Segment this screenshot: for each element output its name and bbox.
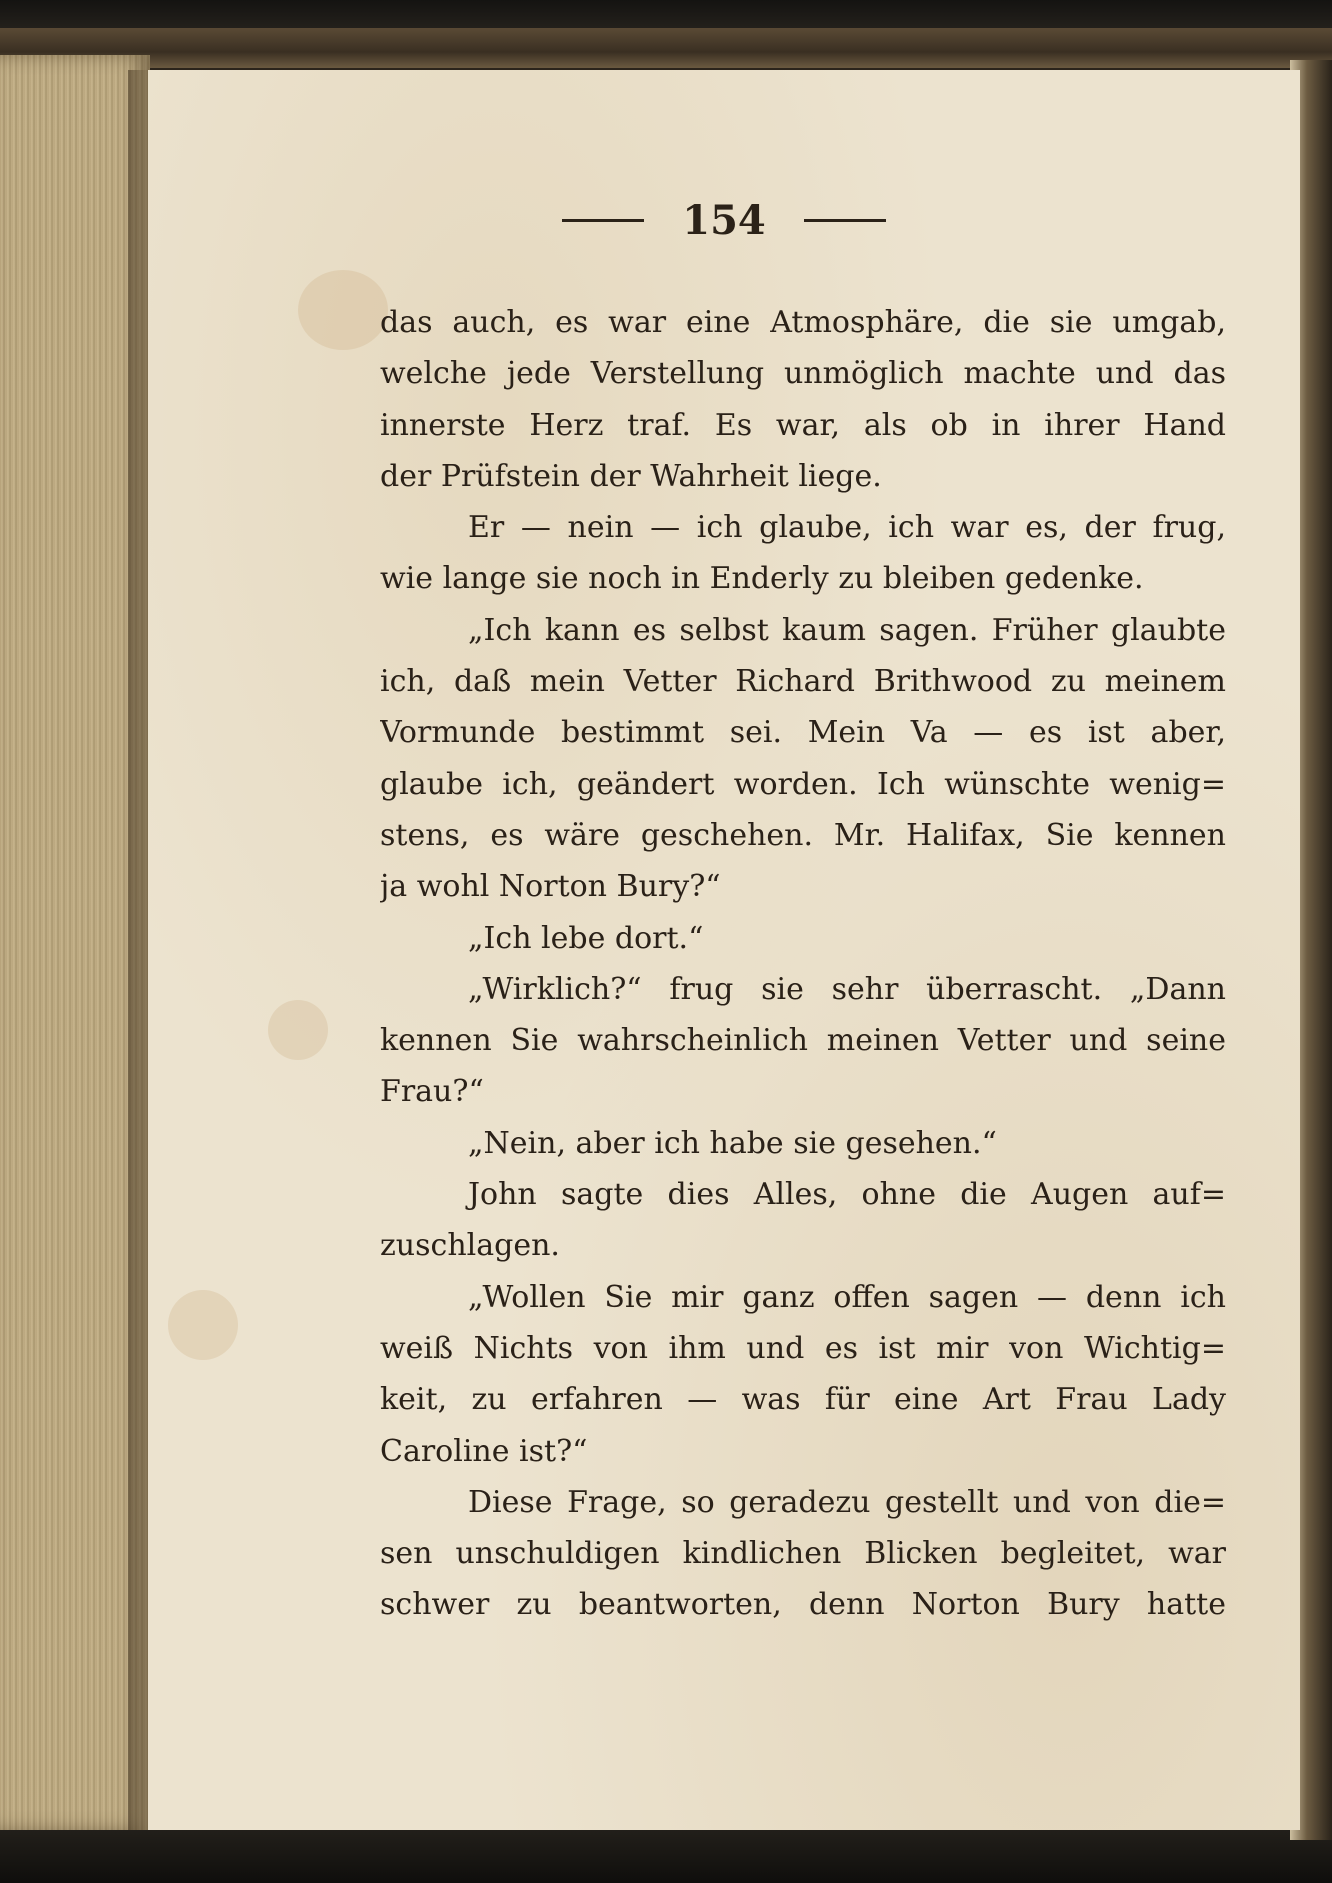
text-line: Er — nein — ich glaube, ich war es, der frug, [468,510,1226,546]
text-line: welche jede Verstellung unmöglich machte und das [380,356,1226,392]
book-binding [0,28,1332,70]
text-line: stens, es wäre geschehen. Mr. Halifax, Sie kennen [380,817,1226,853]
text-line: innerste Herz traf. Es war, als ob in ihrer Hand [380,407,1226,443]
text-line: wie lange sie noch in Enderly zu bleiben gedenke. [380,561,1144,597]
header-rule-right [804,219,886,222]
text-line: schwer zu beantworten, denn Norton Bury hatte [380,1587,1226,1623]
paper-stain [298,270,388,350]
text-line: „Wirklich?“ frug sie sehr überrascht. „Dann [468,971,1226,1007]
paper-stain [268,1000,328,1060]
text-line: ja wohl Norton Bury?“ [380,869,721,905]
text-line: Frau?“ [380,1074,484,1110]
page-number: 154 [682,196,766,244]
text-line: „Ich lebe dort.“ [468,920,704,956]
text-line: glaube ich, geändert worden. Ich wünschte wenig= [380,766,1226,802]
paper-stain [168,1290,238,1360]
text-line: John sagte dies Alles, ohne die Augen auf= [468,1177,1226,1213]
text-line: sen unschuldigen kindlichen Blicken begleitet, war [380,1536,1226,1572]
text-line: keit, zu erfahren — was für eine Art Frau Lady [380,1382,1226,1418]
backdrop-bottom [0,1830,1332,1883]
text-line: weiß Nichts von ihm und es ist mir von Wichtig= [380,1330,1226,1366]
text-line: „Nein, aber ich habe sie gesehen.“ [468,1125,997,1161]
page-header [148,190,1300,250]
text-line: „Wollen Sie mir ganz offen sagen — denn ich [468,1279,1226,1315]
text-line: Vormunde bestimmt sei. Mein Va — es ist aber, [380,715,1226,751]
text-line: das auch, es war eine Atmosphäre, die sie umgab, [380,305,1226,340]
text-line: Diese Frage, so geradezu gestellt und von die= [468,1484,1226,1520]
text-line: zuschlagen. [380,1228,560,1264]
text-line: „Ich kann es selbst kaum sagen. Früher glaubte [468,612,1226,648]
text-line: der Prüfstein der Wahrheit liege. [380,458,882,494]
gutter-shadow [128,70,150,1830]
text-line: Caroline ist?“ [380,1433,588,1469]
body-text [380,297,1226,1631]
text-line: kennen Sie wahrscheinlich meinen Vetter und seine [380,1023,1226,1059]
header-rule-left [562,219,644,222]
text-line: ich, daß mein Vetter Richard Brithwood zu meinem [380,664,1226,700]
